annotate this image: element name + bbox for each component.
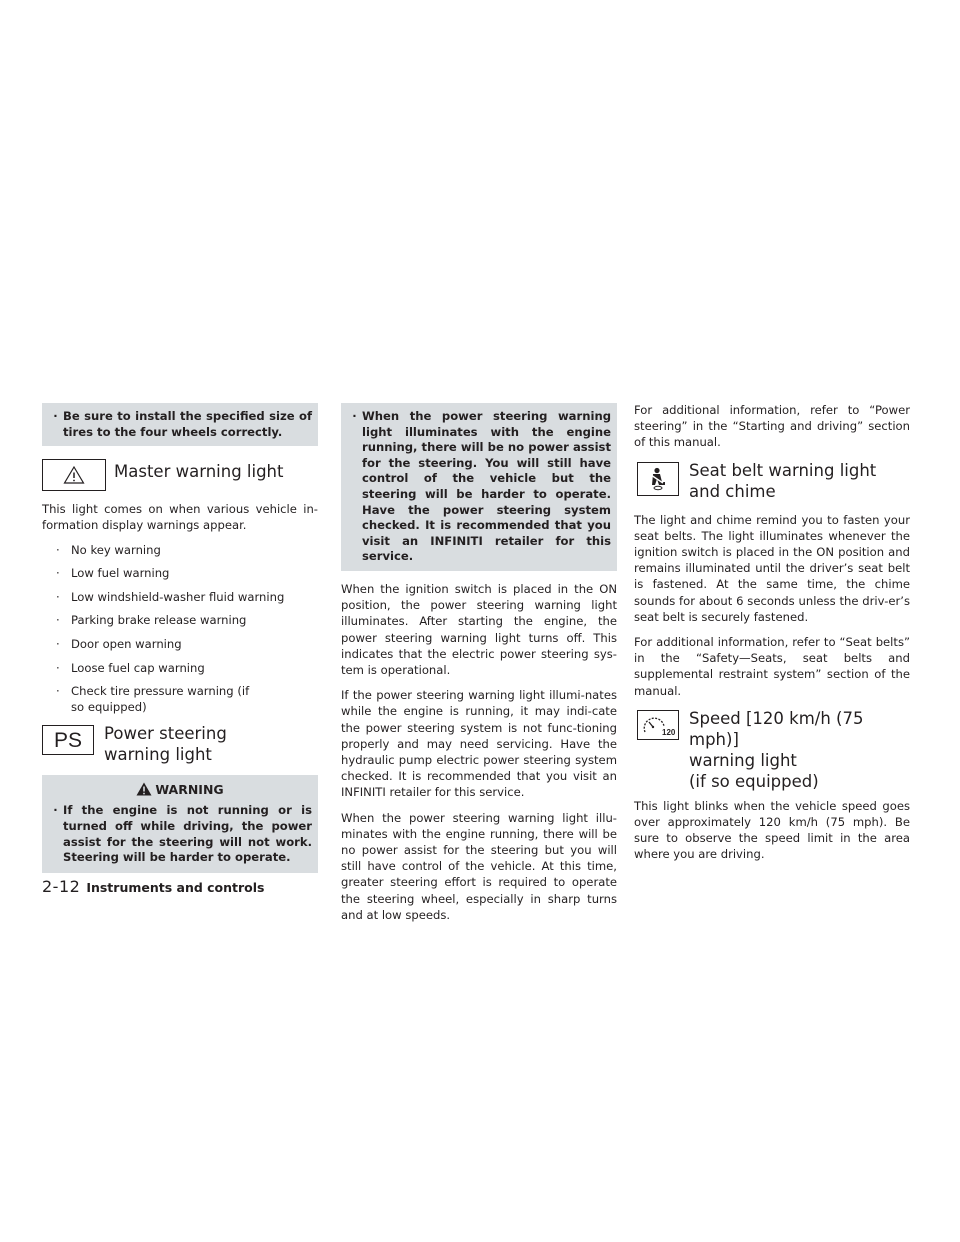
svg-text:120: 120 [662, 727, 676, 737]
bullet-mark: · [53, 409, 58, 423]
seatbelt-icon [637, 462, 679, 496]
master-warning-body: This light comes on when various vehicle in-formation display warnings appear. [42, 502, 318, 533]
list-item: · No key warning [56, 542, 161, 557]
tire-note-box [42, 403, 318, 446]
list-item: · Parking brake release warning [56, 613, 247, 628]
power-steering-heading [42, 723, 318, 765]
warning-triangle-icon [136, 782, 152, 796]
speed-title-line2: warning light [689, 750, 797, 770]
column-middle [341, 403, 617, 932]
tire-note-text: Be sure to install the specified size of tires to the four wheels correctly. [63, 409, 312, 439]
speed-warning-body: This light blinks when the vehicle speed goes over approximately 120 km/h (75 mph). Be sure to observe the speed limit in the area where you are driving. [634, 798, 910, 862]
power-steering-title-line2: warning light [104, 745, 212, 765]
ps-icon: PS [42, 725, 94, 755]
page-footer [42, 877, 265, 896]
seatbelt-title-line2: and chime [689, 481, 776, 501]
paragraph: When the ignition switch is placed in the ON position, the power steering warning light illuminates. After starting the engine, the power steering warning light turns off. This indicates that the electric power steering sys-tem is operational. [341, 581, 617, 677]
master-warning-title: Master warning light [114, 462, 284, 482]
power-steering-warning-box: · When the power steering warning light illuminates with the engine running, there will be no power assist for the steering. You will still have control of the vehicle but the steering will be harder to operate. Have the power steering system checked. It is recommended that you visit an INFINITI retailer for this service. [341, 403, 617, 571]
list-item: · Loose fuel cap warning [56, 660, 205, 675]
list-item: · Low fuel warning [56, 566, 170, 581]
list-item: · Check tire pressure warning (if so equipped) [56, 684, 250, 714]
column-right [634, 402, 910, 872]
page-number: 2-12 [42, 877, 81, 896]
master-warning-heading [42, 459, 318, 491]
master-warning-list [42, 543, 318, 716]
power-steering-title-line1: Power steering [104, 724, 227, 744]
speedometer-120-icon [637, 710, 679, 740]
warning-triangle-icon [42, 459, 106, 491]
section-title: Instruments and controls [86, 880, 265, 895]
warning-label: WARNING [155, 781, 224, 797]
seatbelt-reference: For additional information, refer to “Seat belts” in the “Safety—Seats, seat belts and supplemental restraint system” section of the manual. [634, 635, 910, 698]
paragraph: If the power steering warning light illumi-nates while the engine is running, it may indi-cate the power steering system is not func-tioning properly and may need servicing. Have the hydraulic pump electric power steering system checked. It is recommended that you visit an INFINITI retailer for this service. [341, 688, 617, 800]
list-item: · Low windshield-washer fluid warning [56, 589, 285, 604]
speed-warning-heading [637, 708, 910, 792]
speed-title-line3: (if so equipped) [689, 771, 819, 791]
power-steering-reference: For additional information, refer to “Power steering” in the “Starting and driving” section of this manual. [634, 403, 910, 450]
warning-text: If the engine is not running or is turned off while driving, the power assist for the steering will not work. Steering will be harder to operate. [63, 803, 312, 865]
power-steering-warning-text: When the power steering warning light illuminates with the engine running, there will be no power assist for the steering. You will still have control of the vehicle but the steering will be harder to operate. Have the power steering system checked. It is recommended that you visit an INFINITI retailer for this service. [362, 409, 611, 564]
list-item: · Door open warning [56, 636, 182, 651]
warning-box: WARNING · If the engine is not running or is turned off while driving, the power assist for the steering will not work. Steering will be harder to operate. [42, 775, 318, 872]
seatbelt-body: The light and chime remind you to fasten your seat belts. The light illuminates whenever the ignition switch is placed in the ON position and remains illuminated until the driver’s seat belt is fastened. At the same time, the chime sounds for about 6 seconds unless the driv-er’s seat belt is securely fastened. [634, 512, 910, 624]
paragraph: When the power steering warning light illu-minates with the engine running, there will be no power assist for the steering but you will still have control of the vehicle. At this time, greater steering effort is required to operate the steering wheel, especially in sharp turns and at low speeds. [341, 810, 617, 922]
column-left [42, 403, 318, 873]
seatbelt-heading [637, 460, 910, 502]
seatbelt-title-line1: Seat belt warning light [689, 460, 877, 480]
speed-title-line1: Speed [120 km/h (75 mph)] [689, 708, 864, 749]
